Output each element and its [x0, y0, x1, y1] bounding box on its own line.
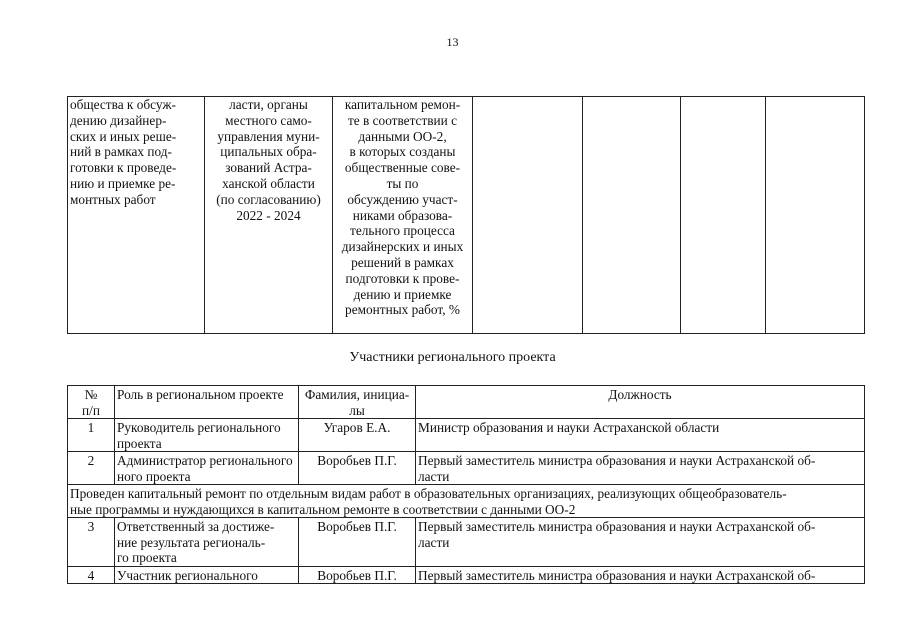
text-line: дению и приемке [353, 286, 452, 302]
text-line: 2022 - 2024 [236, 207, 301, 223]
cell-name: Воробьев П.Г. [299, 452, 416, 485]
page-number: 13 [446, 35, 459, 49]
header-num [68, 386, 115, 419]
text-line: готовки к проведе- [70, 160, 177, 176]
text-line: обсуждению участ- [347, 191, 458, 207]
header-name [299, 386, 416, 419]
cell-role [115, 419, 299, 452]
cell-num: 2 [68, 452, 115, 485]
cell-position [416, 452, 865, 485]
text-line: Руководитель регионального [117, 420, 281, 435]
text-line: дению дизайнер- [70, 112, 167, 128]
table-row [68, 452, 865, 485]
cell-empty [473, 97, 583, 334]
text-line: Первый заместитель министра образования и науки Астраханской об- [418, 453, 816, 468]
cell-role [115, 518, 299, 567]
text-line: в которых созданы [349, 144, 456, 160]
text-line: общества к обсуж- [70, 97, 176, 112]
table-row [68, 419, 865, 452]
cell-position [416, 518, 865, 567]
text-line: го проекта [117, 550, 177, 565]
text-line: проекта [117, 435, 162, 451]
header-role: Роль в региональном проекте [115, 386, 299, 419]
cell-num: 4 [68, 566, 115, 584]
cell-position [416, 419, 865, 452]
cell-responsible [205, 97, 333, 334]
text-line: ные программы и нуждающихся в капитальном ремонте в соответствии с данными ОО-2 [70, 501, 576, 517]
cell-num: 3 [68, 518, 115, 567]
text-line: п/п [82, 402, 100, 418]
cell-indicator-description [333, 97, 473, 334]
cell-role [115, 452, 299, 485]
text-line: данными ОО-2, [358, 128, 447, 144]
text-line: ние результата региональ- [117, 534, 266, 550]
text-line: Первый заместитель министра образования и науки Астраханской об- [418, 519, 816, 534]
text-line: никами образова- [352, 207, 453, 223]
text-line: монтных работ [70, 191, 156, 207]
text-line: местного само- [225, 112, 312, 128]
participants-table [67, 385, 865, 584]
text-line: управления муни- [217, 128, 320, 144]
cell-empty [681, 97, 766, 334]
text-line: (по согласованию) [216, 191, 321, 207]
cell-empty [766, 97, 865, 334]
text-line: подготовки к прове- [345, 270, 460, 286]
header-position: Должность [416, 386, 865, 419]
cell-indicator-name [68, 97, 205, 334]
text-line: ты по [386, 175, 419, 191]
text-line: ципальных обра- [220, 144, 317, 160]
table-row-result-heading [68, 485, 865, 518]
text-line: капитальном ремон- [344, 97, 461, 112]
text-line: ремонтных работ, % [345, 302, 460, 318]
text-line: ласти, органы [229, 97, 308, 112]
text-line: ного проекта [117, 468, 191, 484]
text-line: Проведен капитальный ремонт по отдельным видам работ в образовательных организациях, реализующих общеобразователь- [70, 486, 787, 501]
text-line: зований Астра- [225, 160, 312, 176]
text-line: Фамилия, инициа- [304, 387, 410, 402]
cell-name: Воробьев П.Г. [299, 566, 416, 584]
text-line: нию и приемке ре- [70, 175, 176, 191]
table-row [68, 518, 865, 567]
text-line: тельного процесса [350, 223, 455, 239]
cell-role [115, 566, 299, 584]
participants-header-row [68, 386, 865, 419]
text-line: ласти [418, 534, 450, 550]
cell-name: Угаров Е.А. [299, 419, 416, 452]
section-title: Участники регионального проекта [349, 350, 556, 365]
cell-name: Воробьев П.Г. [299, 518, 416, 567]
text-line: ских и иных реше- [70, 128, 177, 144]
text-line: общественные сове- [344, 160, 461, 176]
text-line: те в соответствии с [348, 112, 457, 128]
cell-num: 1 [68, 419, 115, 452]
indicator-table-continuation [67, 96, 865, 334]
text-line: № [84, 387, 98, 402]
cell-position [416, 566, 865, 584]
text-line: дизайнерских и иных [341, 239, 464, 255]
text-line: ласти [418, 468, 450, 484]
text-line: ний в рамках под- [70, 144, 172, 160]
text-line: лы [349, 402, 365, 418]
cell-empty [583, 97, 681, 334]
result-heading-cell [68, 485, 865, 518]
text-line: Первый заместитель министра образования и науки Астраханской об- [418, 567, 816, 583]
text-line: Участник регионального [117, 567, 258, 583]
table-row [68, 566, 865, 584]
text-line: Министр образования и науки Астраханской области [418, 420, 720, 435]
text-line: решений в рамках [351, 254, 454, 270]
text-line: ханской области [222, 175, 315, 191]
text-line: Ответственный за достиже- [117, 519, 275, 534]
text-line: Администратор регионального [117, 453, 293, 468]
